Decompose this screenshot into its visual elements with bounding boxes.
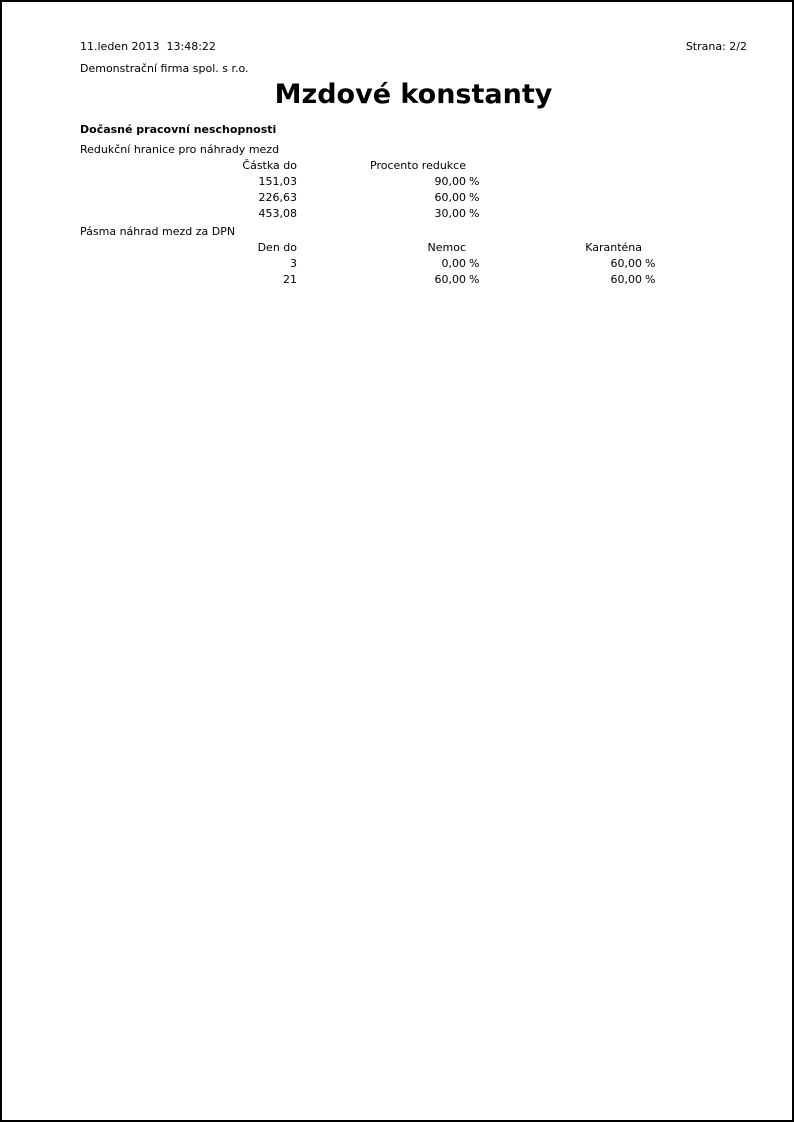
- company-name: Demonstrační firma spol. s r.o.: [80, 62, 249, 75]
- percent-suffix: %: [469, 257, 480, 270]
- cell: 226,63: [258, 191, 297, 204]
- dpn-bands-table: [80, 240, 747, 288]
- column-header: Nemoc: [427, 241, 466, 254]
- percent-suffix: %: [645, 257, 656, 270]
- report-header-row: [80, 39, 747, 55]
- cell: 3: [290, 257, 297, 270]
- table-caption-dpn-bands: Pásma náhrad mezd za DPN: [80, 225, 236, 238]
- page-indicator: Strana: 2/2: [685, 40, 747, 53]
- cell: 60,00: [434, 273, 466, 286]
- cell: 60,00: [434, 191, 466, 204]
- percent-suffix: %: [469, 175, 480, 188]
- percent-suffix: %: [469, 207, 480, 220]
- reduction-limits-table: [80, 158, 747, 222]
- percent-suffix: [642, 240, 656, 256]
- cell: 30,00: [434, 207, 466, 220]
- percent-suffix: [466, 158, 482, 174]
- cell: 21: [283, 273, 297, 286]
- column-header: Částka do: [242, 159, 297, 172]
- table-caption-reduction-limits: Redukční hranice pro náhrady mezd: [80, 143, 280, 156]
- cell: 0,00: [441, 257, 466, 270]
- cell: 60,00: [610, 273, 642, 286]
- report-title: Mzdové konstanty: [274, 79, 553, 110]
- cell: 151,03: [258, 175, 297, 188]
- column-header: Procento redukce: [370, 159, 466, 172]
- report-datetime: 11.leden 2013 13:48:22: [80, 40, 216, 53]
- cell: 90,00: [434, 175, 466, 188]
- cell: 60,00: [610, 257, 642, 270]
- percent-suffix: [466, 240, 482, 256]
- cell: 453,08: [258, 207, 297, 220]
- percent-suffix: %: [469, 191, 480, 204]
- section-heading-sick-leave: Dočasné pracovní neschopnosti: [80, 123, 277, 136]
- column-header: Karanténa: [585, 241, 642, 254]
- percent-suffix: %: [469, 273, 480, 286]
- percent-suffix: %: [645, 273, 656, 286]
- column-header: Den do: [257, 241, 297, 254]
- report-content: [2, 2, 792, 288]
